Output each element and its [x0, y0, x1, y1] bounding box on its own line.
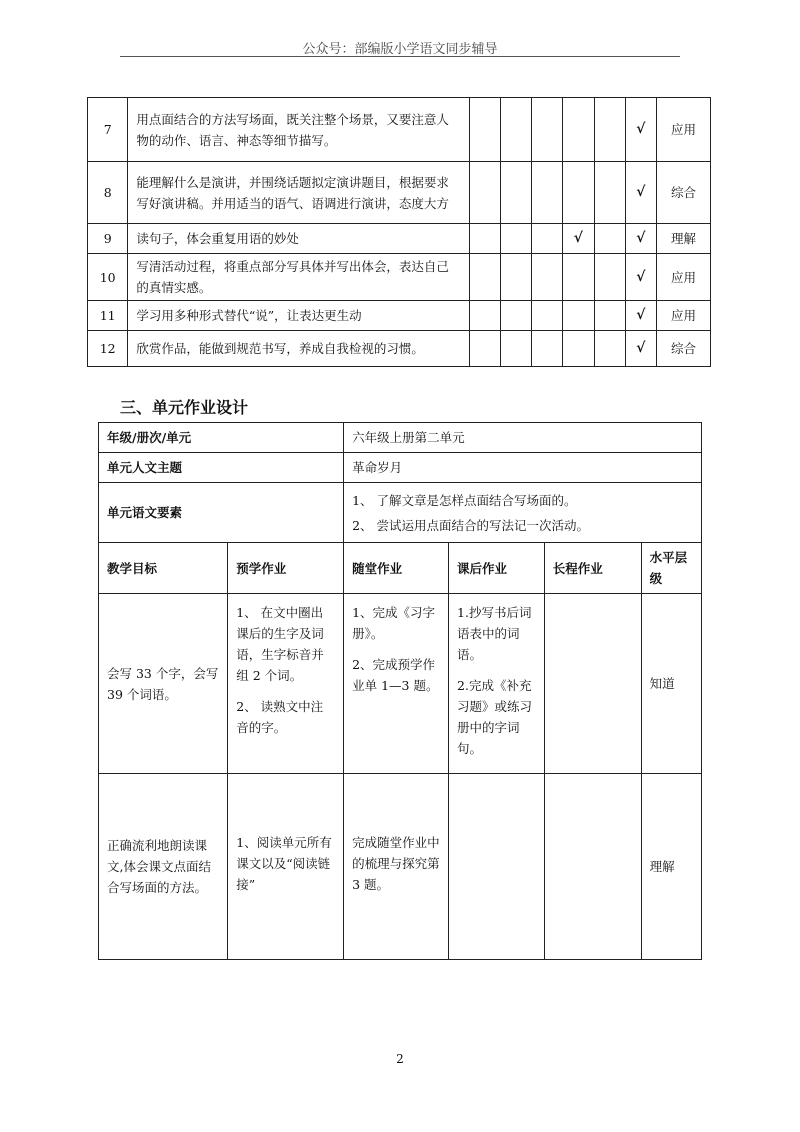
pre-homework-cell — [228, 594, 344, 774]
objective-row — [88, 301, 711, 331]
page-number: 2 — [396, 1052, 404, 1066]
after-homework-cell-line: 1.抄写书后词语表中的词语。 — [457, 605, 532, 662]
pre-homework-cell — [228, 774, 344, 960]
column-header: 水平层级 — [641, 543, 701, 594]
check-cell: √ — [625, 301, 656, 331]
after-homework-cell-line: 2.完成《补充习题》或练习册中的字词句。 — [457, 678, 533, 756]
after-homework-cell — [449, 594, 545, 774]
check-cell — [469, 301, 500, 331]
check-cell — [594, 224, 625, 254]
class-homework-cell-line: 2、完成预学作业单 1—3 题。 — [352, 657, 439, 693]
check-cell — [500, 331, 531, 367]
column-header: 预学作业 — [228, 543, 344, 594]
theme-label: 单元人文主题 — [99, 453, 344, 483]
check-cell — [563, 162, 594, 224]
check-cell — [469, 224, 500, 254]
element-item: 2、 尝试运用点面结合的写法记一次活动。 — [352, 517, 590, 533]
check-cell — [594, 162, 625, 224]
objective-row — [88, 254, 711, 301]
objective-row — [88, 331, 711, 367]
class-homework-cell — [344, 774, 449, 960]
check-cell — [500, 224, 531, 254]
class-homework-cell-line: 完成随堂作业中的梳理与探究第 3 题。 — [352, 835, 440, 892]
objective-description: 读句子，体会重复用语的妙处 — [128, 224, 469, 254]
column-header: 课后作业 — [449, 543, 545, 594]
column-header: 随堂作业 — [344, 543, 449, 594]
element-item: 1、 了解文章是怎样点面结合写场面的。 — [352, 492, 577, 508]
check-cell — [563, 331, 594, 367]
check-cell — [563, 98, 594, 162]
level-cell: 理解 — [641, 774, 701, 960]
check-cell — [500, 301, 531, 331]
check-cell — [594, 98, 625, 162]
check-cell — [531, 162, 562, 224]
goal-cell: 会写 33 个字，会写 39 个词语。 — [99, 594, 228, 774]
check-cell — [469, 98, 500, 162]
objective-description: 写清活动过程，将重点部分写具体并写出体会，表达自己的真情实感。 — [128, 254, 469, 301]
check-cell — [594, 254, 625, 301]
pre-homework-cell-line: 1、阅读单元所有课文以及“阅读链接” — [236, 835, 332, 892]
theme-value: 革命岁月 — [344, 453, 702, 483]
objective-row — [88, 224, 711, 254]
check-cell — [469, 331, 500, 367]
objective-level: 应用 — [657, 254, 711, 301]
check-cell — [469, 254, 500, 301]
check-cell — [594, 331, 625, 367]
level-cell: 知道 — [641, 594, 701, 774]
check-cell — [531, 224, 562, 254]
check-cell: √ — [625, 331, 656, 367]
check-cell — [594, 301, 625, 331]
check-cell — [469, 162, 500, 224]
objective-row — [88, 98, 711, 162]
check-cell — [563, 301, 594, 331]
section-title: 三、单元作业设计 — [120, 398, 249, 417]
objectives-table — [87, 97, 711, 367]
objective-number: 11 — [88, 301, 128, 331]
objective-level: 应用 — [657, 98, 711, 162]
pre-homework-cell-line: 2、 读熟文中注音的字。 — [236, 699, 324, 735]
objective-description: 学习用多种形式替代“说”，让表达更生动 — [128, 301, 469, 331]
check-cell: √ — [563, 224, 594, 254]
long-term-cell — [544, 594, 641, 774]
check-cell — [531, 331, 562, 367]
check-cell: √ — [625, 224, 656, 254]
check-cell — [531, 301, 562, 331]
pre-homework-cell-line: 1、 在文中圈出课后的生字及词语，生字标音并组 2 个词。 — [236, 605, 324, 683]
check-cell — [500, 162, 531, 224]
objective-level: 综合 — [657, 162, 711, 224]
grade-label: 年级/册次/单元 — [99, 423, 344, 453]
objective-number: 10 — [88, 254, 128, 301]
page-header: 公众号：部编版小学语文同步辅导 — [302, 42, 498, 57]
elements-label: 单元语文要素 — [99, 483, 344, 543]
check-cell — [500, 254, 531, 301]
objective-number: 9 — [88, 224, 128, 254]
check-cell: √ — [625, 98, 656, 162]
after-homework-cell — [449, 774, 545, 960]
homework-design-table — [98, 422, 702, 960]
grade-value: 六年级上册第二单元 — [344, 423, 702, 453]
check-cell — [563, 254, 594, 301]
column-header: 长程作业 — [544, 543, 641, 594]
objective-row — [88, 162, 711, 224]
objective-number: 8 — [88, 162, 128, 224]
class-homework-cell-line: 1、完成《习字册》。 — [352, 605, 436, 641]
objective-description: 能理解什么是演讲，并围绕话题拟定演讲题目，根据要求写好演讲稿。并用适当的语气、语调进行演讲，态度大方 — [128, 162, 469, 224]
objective-level: 理解 — [657, 224, 711, 254]
objective-number: 7 — [88, 98, 128, 162]
objective-description: 欣赏作品，能做到规范书写，养成自我检视的习惯。 — [128, 331, 469, 367]
check-cell: √ — [625, 254, 656, 301]
objective-number: 12 — [88, 331, 128, 367]
check-cell — [531, 98, 562, 162]
column-header: 教学目标 — [99, 543, 228, 594]
goal-cell: 正确流利地朗读课文,体会课文点面结合写场面的方法。 — [99, 774, 228, 960]
long-term-cell — [544, 774, 641, 960]
objective-level: 应用 — [657, 301, 711, 331]
check-cell: √ — [625, 162, 656, 224]
class-homework-cell — [344, 594, 449, 774]
objective-description: 用点面结合的方法写场面，既关注整个场景，又要注意人物的动作、语言、神态等细节描写。 — [128, 98, 469, 162]
check-cell — [500, 98, 531, 162]
header-divider — [120, 56, 680, 57]
check-cell — [531, 254, 562, 301]
objective-level: 综合 — [657, 331, 711, 367]
elements-value — [344, 483, 702, 543]
